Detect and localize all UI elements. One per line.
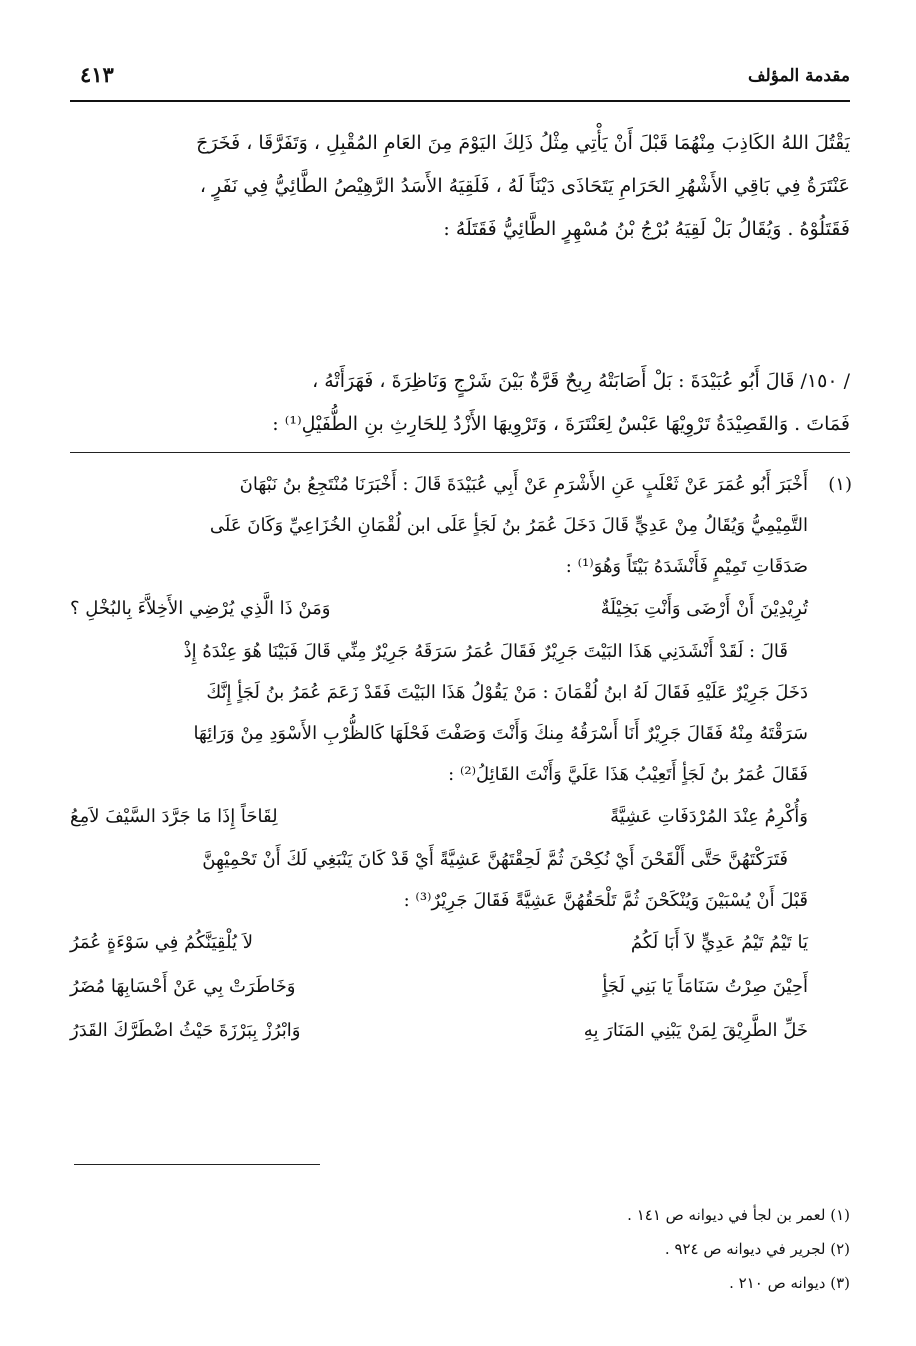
verse-line (70, 587, 808, 631)
header-title: مقدمة المؤلف (747, 66, 850, 86)
verse-hemistich-first: أَحِيْنَ صِرْتُ سَنَامَاً يَا بَنِي لَجَأٍ (602, 976, 808, 997)
verse-hemistich-second: لِقَاحَاً إِذَا مَا جَرَّدَ السَّيْفَ لاَمِعُ (70, 806, 278, 827)
sub-footnotes (70, 1198, 850, 1300)
verse-hemistich-first: تُرِيْدِيْنَ أَنْ أَرْضَى وَأَنْتِ بَخِيْلَةٌ (600, 598, 808, 619)
main-paragraph-1 (70, 122, 850, 251)
verse-hemistich-first: خَلِّ الطَّرِيْقَ لِمَنْ يَبْنِي المَنَارَ بِهِ (583, 1020, 808, 1041)
verse-line (70, 1009, 808, 1053)
footnote-mark: (١) (828, 474, 852, 495)
footnote-line: دَخَلَ جَرِيْرٌ عَلَيْهِ فَقَالَ لَهُ ابنُ لُقْمَانَ : مَنْ يَقُوْلُ هَذَا البَيْتَ فَقَدْ زَعَمَ عُمَرُ بنُ لَجَأٍ إِنَّكَ (206, 682, 808, 703)
text-line: عَنْتَرَةُ فِي بَاقِي الأَشْهُرِ الحَرَامِ يَتَحَاذَى دَيْنَاً لَهُ ، فَلَقِيَهُ الأَسَدُ الرَّهِيْصُ الطَّائِيُّ فِي نَفَرٍ ، (199, 175, 850, 197)
page-header (70, 52, 850, 96)
verse-line (70, 921, 808, 965)
footnote-divider (70, 452, 850, 453)
footnote-1 (70, 464, 850, 1053)
sub-footnote: (٣) ديوانه ص ٢١٠ . (729, 1274, 850, 1292)
page (70, 52, 850, 1322)
footnote-line: فَتَرَكْتَهُنَّ حَتَّى أَلْقَحْنَ أَيْ نُكِحْنَ ثُمَّ لَحِقْتَهُنَّ عَشِيَّةً أَيْ قَدْ كَانَ يَنْبَغِي لَكَ أَنْ تَحْمِيْهِنَّ (202, 849, 788, 870)
footnote-line: صَدَقَاتِ تَمِيْمٍ فَأَنْشَدَهُ بَيْتَاً وَهُوَ⁽¹⁾ : (565, 556, 808, 577)
footnote-line: أَخْبَرَ أَبُو عُمَرَ عَنْ ثَعْلَبٍ عَنِ الأَشْرَمِ عَنْ أَبِي عُبَيْدَةَ قَالَ : أَخْبَرَنَا مُنْتَجِعُ بنُ نَبْهَانَ (239, 474, 808, 495)
page-number: ٤١٣ (80, 62, 114, 87)
verse-hemistich-first: وَأُكْرِمُ عِنْدَ المُرْدَفَاتِ عَشِيَّةً (610, 806, 808, 827)
text-line: يَقْتُلَ اللهُ الكَاذِبَ مِنْهُمَا قَبْلَ أَنْ يَأْتِي مِثْلُ ذَلِكَ اليَوْمَ مِنَ العَامِ المُقْبِلِ ، وَتَفَرَّقَا ، فَخَرَجَ (196, 132, 850, 154)
verse-line (70, 795, 808, 839)
verse-line (70, 965, 808, 1009)
verse-hemistich-second: وَابْرُزْ بِبَرْزَةَ حَيْثُ اضْطَرَّكَ القَدَرُ (70, 1020, 301, 1041)
text-line: / ١٥٠/ قَالَ أَبُو عُبَيْدَةَ : بَلْ أَصَابَتْهُ رِيحٌ قَرَّةٌ بَيْنَ شَرْجٍ وَنَاظِرَةَ ، فَهَرَأَتْهُ ، (312, 370, 850, 392)
verse-hemistich-second: لاَ يُلْقِيَنَّكُمُ فِي سَوْءَةٍ عُمَرُ (70, 932, 253, 953)
sub-footnote-divider (74, 1164, 320, 1165)
footnote-line: قَالَ : لَقَدْ أَنْشَدَنِي هَذَا البَيْتَ جَرِيْرٌ فَقَالَ عُمَرُ سَرَقَهُ جَرِيْرٌ مِنِّي قَالَ فَبَيْنَا هُوَ عِنْدَهُ إِذْ (183, 641, 788, 662)
text-line: فَقَتَلُوْهُ . وَيُقَالُ بَلْ لَقِيَهُ بُرْجُ بْنُ مُسْهِرٍ الطَّائِيُّ فَقَتَلَهُ : (443, 218, 850, 240)
sub-footnote: (١) لعمر بن لجأ في ديوانه ص ١٤١ . (627, 1206, 850, 1224)
main-paragraph-2 (70, 360, 850, 446)
footnote-line: التَّمِيْمِيُّ وَيُقَالُ مِنْ عَدِيٍّ قَالَ دَخَلَ عُمَرُ بنُ لَجَأٍ عَلَى ابن لُقْمَانِ الخُزَاعِيِّ وَكَانَ عَلَى (209, 515, 808, 536)
verse-hemistich-second: وَمَنْ ذَا الَّذِي يُرْضِي الأَخِلاَّءَ بِالبُخْلِ ؟ (70, 598, 331, 619)
footnote-line: سَرَقْتَهُ مِنْهُ فَقَالَ جَرِيْرٌ أَنَا أَسْرَقُهُ مِنكَ وَأَنْتَ وَصَفْتَ فَحْلَهَا كَالظُّرْبِ الأَسْوَدِ مِنْ وَرَائِهَا (193, 723, 808, 744)
footnote-line: قَبْلَ أَنْ يُسْبَيْنَ وَيُنْكَحْنَ ثُمَّ تَلْحَقُهُنَّ عَشِيَّةً فَقَالَ جَرِيْرٌ⁽³⁾ : (403, 890, 808, 911)
verse-hemistich-second: وَخَاطَرَتْ بِي عَنْ أَحْسَابِهَا مُضَرُ (70, 976, 296, 997)
verse-hemistich-first: يَا تَيْمُ تَيْمُ عَدِيٍّ لاَ أَبَا لَكُمُ (630, 932, 808, 953)
text-line: فَمَاتَ . وَالقَصِيْدَةُ تَرْوِيْهَا عَبْسٌ لِعَنْتَرَةَ ، وَتَرْوِيهَا الأَزْدُ لِلحَارِثِ بنِ الطُّفَيْلِ⁽¹⁾ : (272, 413, 850, 435)
header-rule (70, 100, 850, 102)
footnote-line: فَقَالَ عُمَرُ بنُ لَجَأٍ أَتَعِيْبُ هَذَا عَلَيَّ وَأَنْتَ القَائِلُ⁽²⁾ : (448, 764, 808, 785)
sub-footnote: (٢) لجرير في ديوانه ص ٩٢٤ . (664, 1240, 850, 1258)
